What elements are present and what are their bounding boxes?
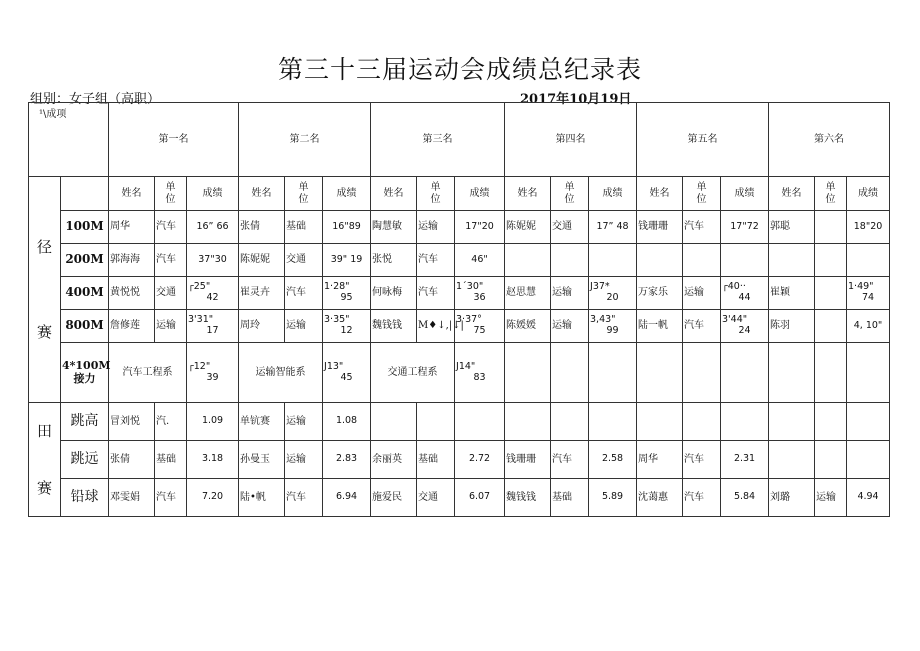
athlete-result: 1.09: [187, 403, 239, 441]
athlete-name: [637, 403, 683, 441]
athlete-unit: 运输: [285, 441, 323, 479]
athlete-name: 冒刘悦: [109, 403, 155, 441]
athlete-unit: 汽.: [155, 403, 187, 441]
athlete-unit: [815, 441, 847, 479]
results-table: [28, 102, 890, 517]
relay-result: J14" 83: [455, 343, 505, 403]
athlete-name: 郭聪: [769, 211, 815, 244]
relay-team: 交通工程系: [371, 343, 455, 403]
athlete-name: [371, 403, 417, 441]
athlete-result: J37* 20: [589, 277, 637, 310]
athlete-unit: 汽车: [551, 441, 589, 479]
blank-cell: [637, 343, 683, 403]
athlete-name: 黄悦悦: [109, 277, 155, 310]
athlete-unit: 运输: [683, 277, 721, 310]
athlete-result: 7.20: [187, 479, 239, 517]
athlete-unit: [683, 244, 721, 277]
athlete-unit: M♦↓,|↓|: [417, 310, 455, 343]
blank-cell: [815, 343, 847, 403]
athlete-name: [505, 244, 551, 277]
athlete-result: 1´30" 36: [455, 277, 505, 310]
athlete-result: 17” 48: [589, 211, 637, 244]
athlete-result: 16"89: [323, 211, 371, 244]
athlete-name: 陈妮妮: [239, 244, 285, 277]
athlete-unit: 汽车: [683, 310, 721, 343]
athlete-name: 万家乐: [637, 277, 683, 310]
event-label: 4*100M 接力: [61, 343, 109, 403]
athlete-unit: [815, 277, 847, 310]
athlete-name: 钱珊珊: [637, 211, 683, 244]
athlete-result: [721, 244, 769, 277]
athlete-unit: 汽车: [417, 277, 455, 310]
athlete-unit: 交通: [285, 244, 323, 277]
athlete-name: 陈媛媛: [505, 310, 551, 343]
athlete-unit: 运输: [551, 310, 589, 343]
col-header-unit: 单 位: [285, 177, 323, 211]
col-header-name: 姓名: [109, 177, 155, 211]
athlete-result: 3'44" 24: [721, 310, 769, 343]
athlete-name: 张悦: [371, 244, 417, 277]
athlete-unit: 运输: [551, 277, 589, 310]
athlete-result: 5.89: [589, 479, 637, 517]
relay-team: 运输智能系: [239, 343, 323, 403]
col-header-result: 成绩: [721, 177, 769, 211]
athlete-name: 崔灵卉: [239, 277, 285, 310]
corner-label: ¹\成项: [29, 103, 109, 177]
relay-row: [29, 343, 890, 403]
event-label: 跳高: [61, 403, 109, 441]
event-label: 200M: [61, 244, 109, 277]
athlete-unit: [551, 244, 589, 277]
field-group-label: 田 赛: [29, 403, 61, 517]
athlete-result: 37"30: [187, 244, 239, 277]
relay-team: 汽车工程系: [109, 343, 187, 403]
athlete-unit: 运输: [417, 211, 455, 244]
athlete-result: [847, 441, 890, 479]
athlete-name: 张倩: [109, 441, 155, 479]
athlete-result: ┌40·· 44: [721, 277, 769, 310]
track-group-label: 径 赛: [29, 177, 61, 403]
col-header-result: 成绩: [589, 177, 637, 211]
col-header-unit: 单 位: [551, 177, 589, 211]
athlete-result: 4, 10": [847, 310, 890, 343]
athlete-result: 3'31" 17: [187, 310, 239, 343]
athlete-result: 39" 19: [323, 244, 371, 277]
athlete-unit: 汽车: [417, 244, 455, 277]
athlete-name: [769, 244, 815, 277]
athlete-name: 崔颖: [769, 277, 815, 310]
athlete-name: [769, 441, 815, 479]
table-row: [29, 244, 890, 277]
place-header: 第三名: [371, 103, 505, 177]
athlete-name: 孙曼玉: [239, 441, 285, 479]
athlete-name: 陶慧敏: [371, 211, 417, 244]
athlete-unit: [417, 403, 455, 441]
athlete-unit: 汽车: [285, 479, 323, 517]
col-header-result: 成绩: [187, 177, 239, 211]
athlete-result: 6.07: [455, 479, 505, 517]
athlete-name: 周华: [637, 441, 683, 479]
blank-cell: [721, 343, 769, 403]
athlete-name: 钱珊珊: [505, 441, 551, 479]
col-header-name: 姓名: [505, 177, 551, 211]
record-date: 2017年10月19日: [520, 92, 632, 107]
col-header-result: 成绩: [847, 177, 890, 211]
athlete-result: 17"20: [455, 211, 505, 244]
athlete-result: 1.08: [323, 403, 371, 441]
athlete-unit: 基础: [551, 479, 589, 517]
athlete-unit: [815, 310, 847, 343]
athlete-name: 单钪赛: [239, 403, 285, 441]
athlete-unit: 基础: [155, 441, 187, 479]
athlete-name: 周华: [109, 211, 155, 244]
athlete-name: 施爱民: [371, 479, 417, 517]
athlete-result: 3·35" 12: [323, 310, 371, 343]
athlete-name: 刘璐: [769, 479, 815, 517]
place-header: 第五名: [637, 103, 769, 177]
athlete-result: [847, 403, 890, 441]
athlete-result: 1·28" 95: [323, 277, 371, 310]
athlete-unit: 汽车: [683, 441, 721, 479]
athlete-unit: 基础: [417, 441, 455, 479]
athlete-name: 何咏梅: [371, 277, 417, 310]
blank-cell: [769, 343, 815, 403]
blank-cell: [847, 343, 890, 403]
athlete-name: [505, 403, 551, 441]
blank-cell: [61, 177, 109, 211]
athlete-unit: [815, 211, 847, 244]
place-header: 第六名: [769, 103, 890, 177]
blank-cell: [589, 343, 637, 403]
athlete-name: 詹修莲: [109, 310, 155, 343]
athlete-unit: [683, 403, 721, 441]
col-header-unit: 单 位: [417, 177, 455, 211]
col-header-unit: 单 位: [815, 177, 847, 211]
athlete-result: 3.18: [187, 441, 239, 479]
athlete-unit: 汽车: [683, 479, 721, 517]
athlete-result: ┌25" 42: [187, 277, 239, 310]
athlete-name: [637, 244, 683, 277]
athlete-name: 赵思慧: [505, 277, 551, 310]
athlete-result: [455, 403, 505, 441]
athlete-name: 魏钱钱: [371, 310, 417, 343]
athlete-unit: 基础: [285, 211, 323, 244]
blank-cell: [505, 343, 551, 403]
athlete-result: 3·37° 75: [455, 310, 505, 343]
table-row: [29, 441, 890, 479]
athlete-result: 16” 66: [187, 211, 239, 244]
athlete-result: [721, 403, 769, 441]
col-header-unit: 单 位: [683, 177, 721, 211]
athlete-unit: 汽车: [155, 479, 187, 517]
table-row: [29, 277, 890, 310]
athlete-result: 2.72: [455, 441, 505, 479]
blank-cell: [551, 343, 589, 403]
athlete-unit: 交通: [155, 277, 187, 310]
event-label: 100M: [61, 211, 109, 244]
athlete-unit: 运输: [815, 479, 847, 517]
athlete-result: [589, 403, 637, 441]
athlete-unit: [551, 403, 589, 441]
places-header-row: [29, 103, 890, 177]
athlete-name: 郭海海: [109, 244, 155, 277]
athlete-name: [769, 403, 815, 441]
athlete-name: 沈蔼惠: [637, 479, 683, 517]
col-header-name: 姓名: [637, 177, 683, 211]
athlete-result: 18"20: [847, 211, 890, 244]
col-header-result: 成绩: [323, 177, 371, 211]
athlete-result: 5.84: [721, 479, 769, 517]
page-title: 第三十三届运动会成绩总纪录表: [277, 55, 642, 84]
athlete-name: 陈羽: [769, 310, 815, 343]
table-row: [29, 403, 890, 441]
athlete-name: 邓雯娟: [109, 479, 155, 517]
athlete-unit: 汽车: [155, 211, 187, 244]
blank-cell: [683, 343, 721, 403]
athlete-unit: 运输: [155, 310, 187, 343]
athlete-name: 陆•帆: [239, 479, 285, 517]
athlete-result: 2.31: [721, 441, 769, 479]
relay-result: ┌12" 39: [187, 343, 239, 403]
place-header: 第二名: [239, 103, 371, 177]
event-label: 400M: [61, 277, 109, 310]
event-label: 铅球: [61, 479, 109, 517]
athlete-name: 周玲: [239, 310, 285, 343]
athlete-unit: 汽车: [683, 211, 721, 244]
athlete-result: 2.58: [589, 441, 637, 479]
athlete-unit: 运输: [285, 403, 323, 441]
athlete-name: 陈妮妮: [505, 211, 551, 244]
group-label: 组别：女子组（高职）: [30, 92, 161, 107]
athlete-result: 46": [455, 244, 505, 277]
athlete-result: 4.94: [847, 479, 890, 517]
col-header-unit: 单 位: [155, 177, 187, 211]
col-header-name: 姓名: [371, 177, 417, 211]
athlete-name: 魏钱钱: [505, 479, 551, 517]
column-header-row: [29, 177, 890, 211]
col-header-name: 姓名: [239, 177, 285, 211]
athlete-unit: [815, 244, 847, 277]
place-header: 第一名: [109, 103, 239, 177]
athlete-name: 张倩: [239, 211, 285, 244]
athlete-result: 3,43" 99: [589, 310, 637, 343]
athlete-result: [589, 244, 637, 277]
athlete-unit: 汽车: [155, 244, 187, 277]
relay-result: J13" 45: [323, 343, 371, 403]
table-row: [29, 211, 890, 244]
event-label: 跳远: [61, 441, 109, 479]
place-header: 第四名: [505, 103, 637, 177]
athlete-result: 6.94: [323, 479, 371, 517]
athlete-unit: 交通: [417, 479, 455, 517]
event-label: 800M: [61, 310, 109, 343]
athlete-name: 陆一帆: [637, 310, 683, 343]
athlete-result: 1·49" 74: [847, 277, 890, 310]
table-row: [29, 479, 890, 517]
col-header-name: 姓名: [769, 177, 815, 211]
col-header-result: 成绩: [455, 177, 505, 211]
athlete-unit: 交通: [551, 211, 589, 244]
athlete-unit: 运输: [285, 310, 323, 343]
athlete-name: 余丽英: [371, 441, 417, 479]
athlete-result: 17"72: [721, 211, 769, 244]
athlete-unit: [815, 403, 847, 441]
table-row: [29, 310, 890, 343]
athlete-unit: 汽车: [285, 277, 323, 310]
athlete-result: 2.83: [323, 441, 371, 479]
athlete-result: [847, 244, 890, 277]
